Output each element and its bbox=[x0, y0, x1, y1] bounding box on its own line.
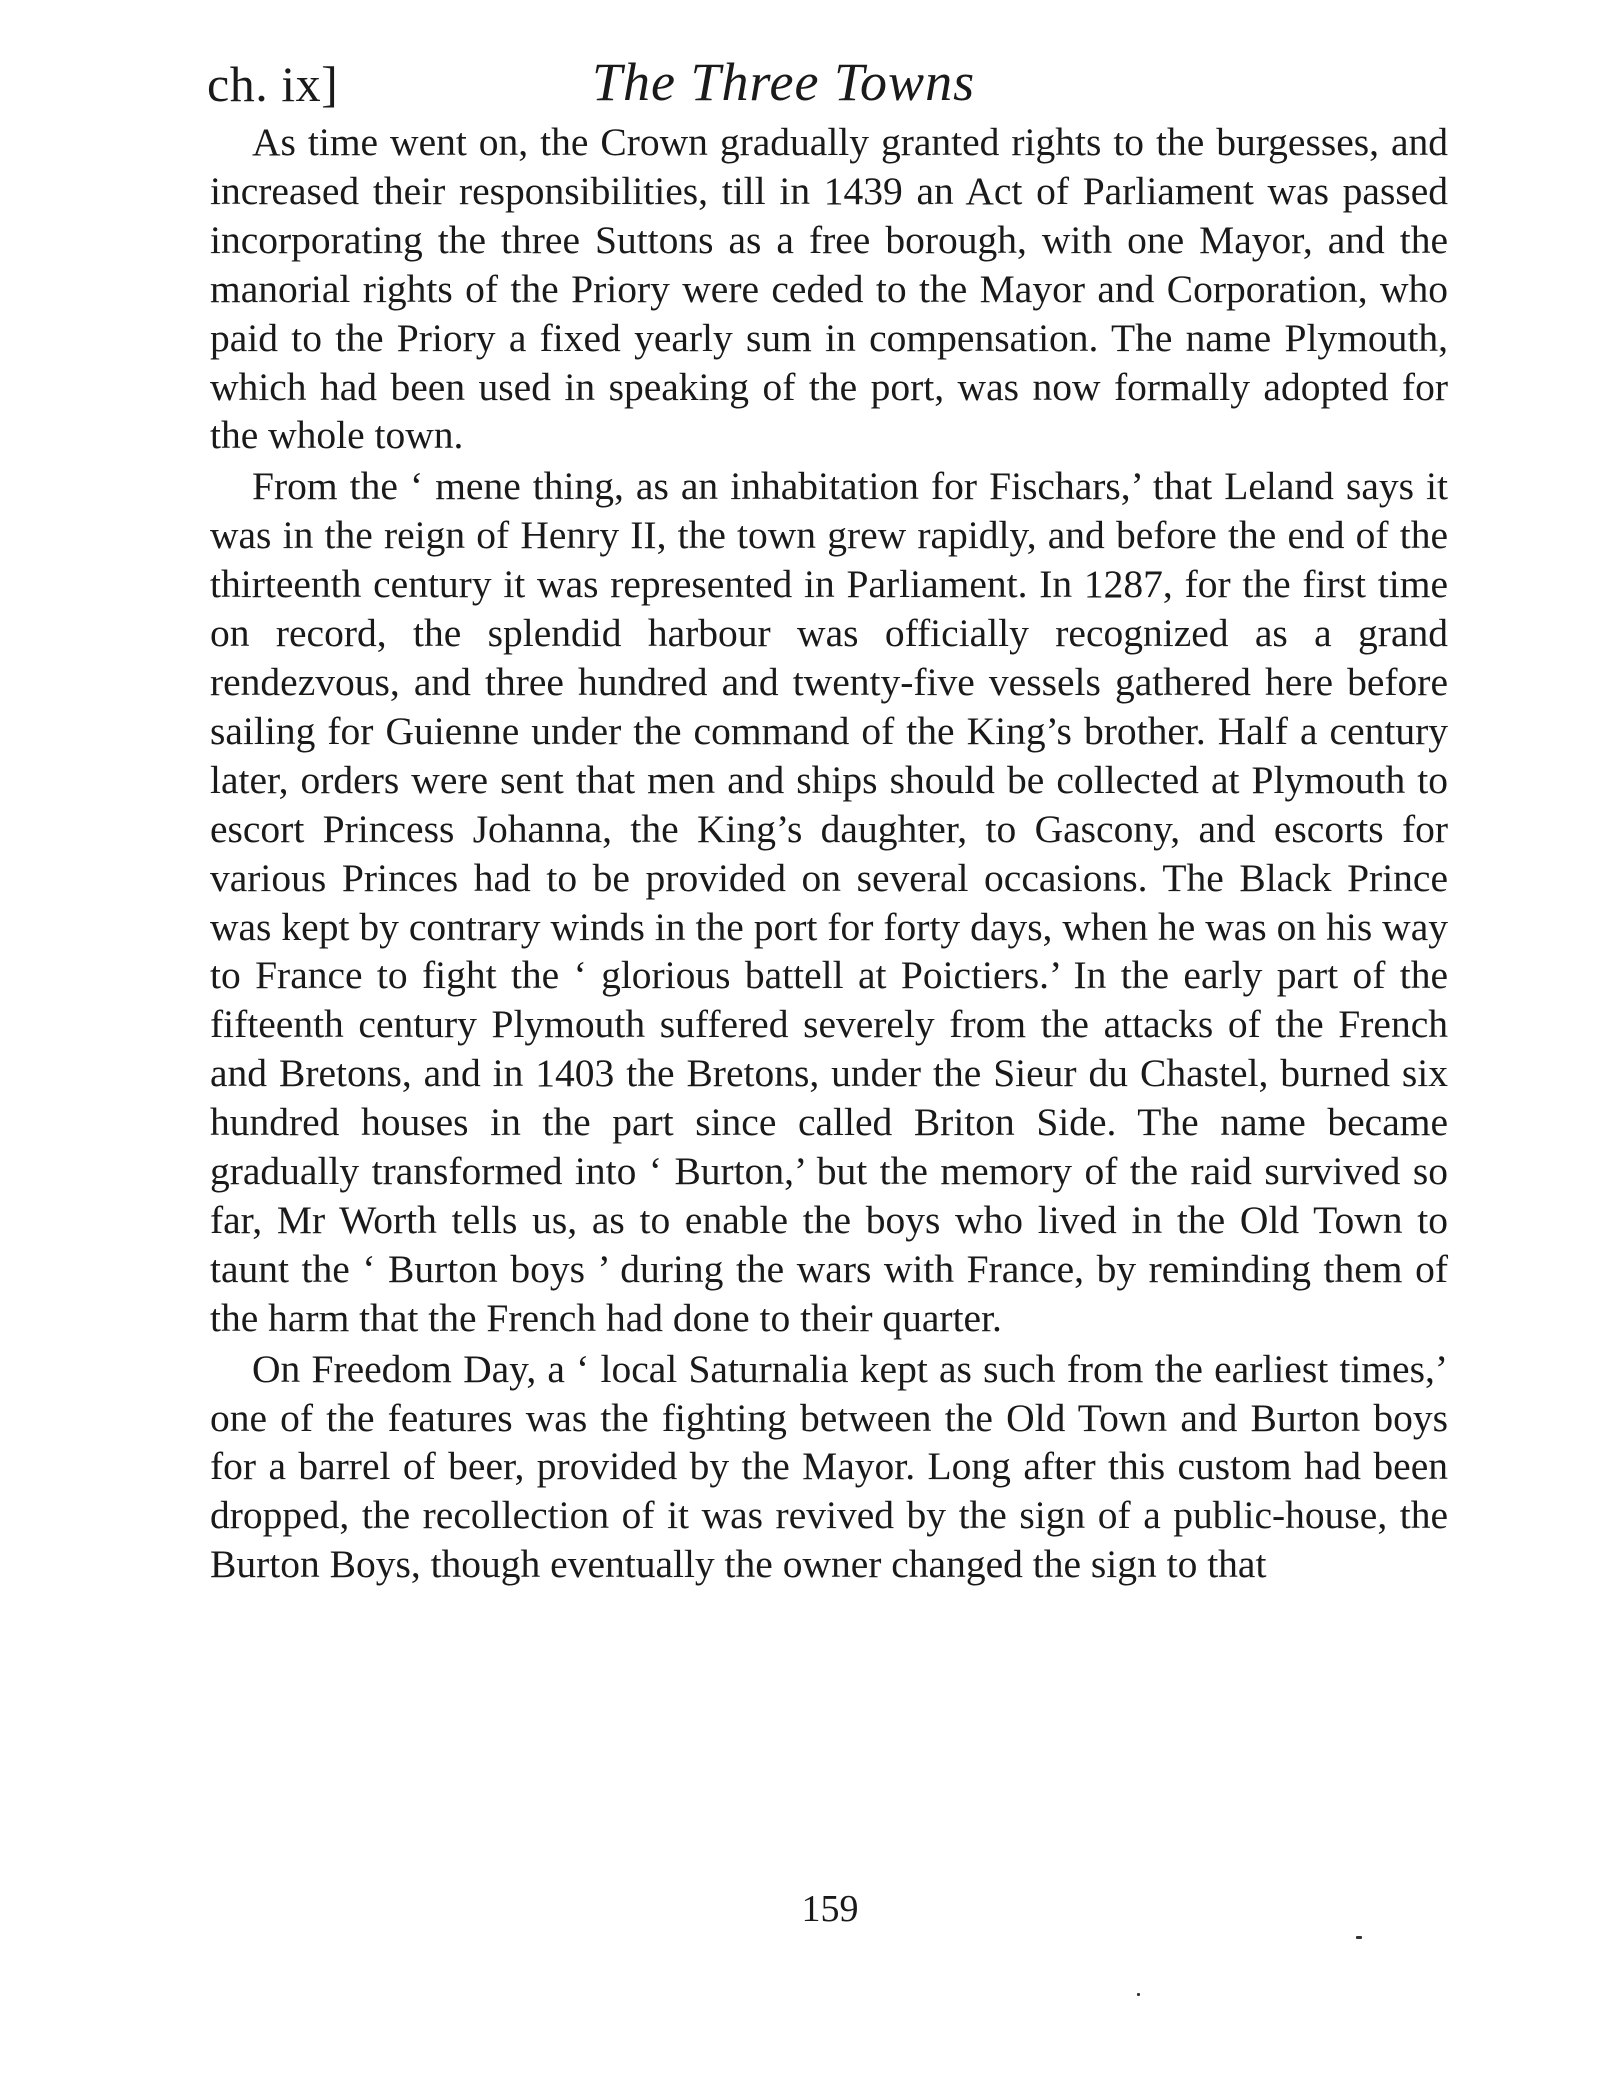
scan-speck bbox=[1137, 1993, 1140, 1996]
page-number: 159 bbox=[801, 1888, 859, 1930]
body-text bbox=[210, 118, 1448, 1591]
running-header bbox=[207, 50, 1447, 120]
paragraph: From the ‘ mene thing, as an inhabitation for Fischars,’ that Leland says it was in the reign of Henry II, the town grew rapidly, and before the end of the thirteenth century it was represented in Parliament. In 1287, for the first time on record, the splendid harbour was officially recognized as a grand rendezvous, and three hundred and twenty-five vessels gathered here before sailing for Guienne under the command of the King’s brother. Half a century later, orders were sent that men and ships should be collected at Plymouth to escort Princess Johanna, the King’s daughter, to Gascony, and escorts for various Princes had to be provided on several occasions. The Black Prince was kept by contrary winds in the port for forty days, when he was on his way to France to fight the ‘ glorious battell at Poictiers.’ In the early part of the fifteenth century Plymouth suffered severely from the attacks of the French and Bretons, and in 1403 the Bretons, under the Sieur du Chastel, burned six hundred houses in the part since called Briton Side. The name became gradually transformed into ‘ Burton,’ but the memory of the raid survived so far, Mr Worth tells us, as to enable the boys who lived in the Old Town to taunt the ‘ Burton boys ’ during the wars with France, by reminding them of the harm that the French had done to their quarter. bbox=[210, 464, 1448, 1340]
chapter-reference: ch. ix] bbox=[207, 56, 339, 112]
paragraph: As time went on, the Crown gradually granted rights to the burgesses, and increased their responsibilities, till in 1439 an Act of Parliament was passed incorporating the three Suttons as a free borough, with one Mayor, and the manorial rights of the Priory were ceded to the Mayor and Corporation, who paid to the Priory a fixed yearly sum in compensation. The name Plymouth, which had been used in speaking of the port, was now formally adopted for the whole town. bbox=[210, 120, 1448, 458]
running-title: The Three Towns bbox=[592, 52, 976, 112]
scan-speck bbox=[1356, 1936, 1362, 1939]
paragraph: On Freedom Day, a ‘ local Saturnalia kept as such from the earliest times,’ one of the features was the fighting between the Old Town and Burton boys for a barrel of beer, provided by the Mayor. Long after this custom had been dropped, the recollection of it was revived by the sign of a public-house, the Burton Boys, though eventually the owner changed the sign to that bbox=[210, 1346, 1448, 1587]
